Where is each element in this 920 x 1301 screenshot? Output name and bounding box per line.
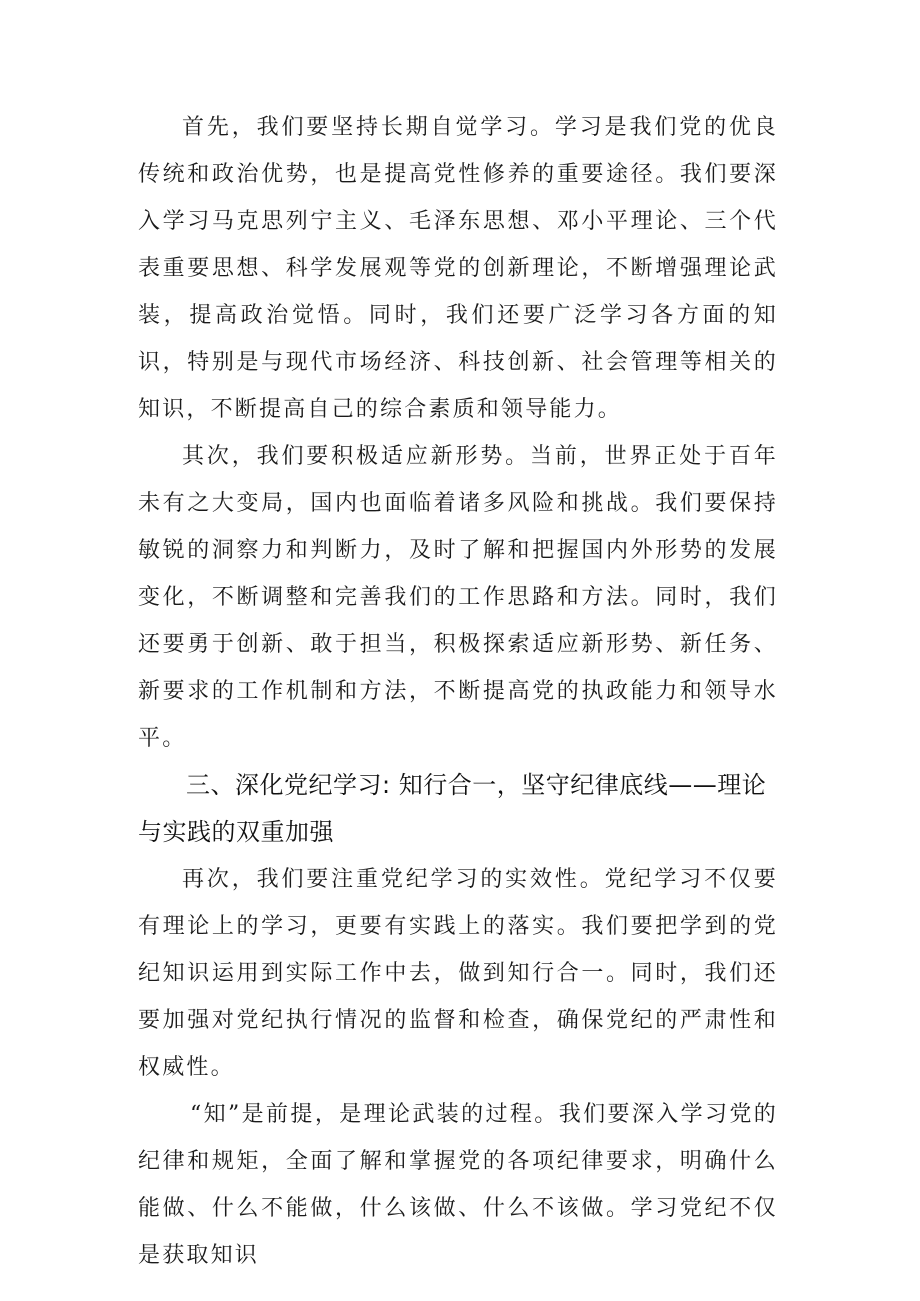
section-heading-three: 三、深化党纪学习: 知行合一，坚守纪律底线——理论与实践的双重加强 [138,771,767,846]
paragraph-knowing: “知”是前提，是理论武装的过程。我们要深入学习党的纪律和规矩，全面了解和掌握党的各项纪律要求，明确什么能做、什么不能做，什么该做、什么不该做。学习党纪不仅是获取知识 [138,1102,778,1268]
paragraph-new-situation: 其次，我们要积极适应新形势。当前，世界正处于百年未有之大变局，国内也面临着诸多风险和挑战。我们要保持敏锐的洞察力和判断力，及时了解和把握国内外形势的发展变化，不断调整和完善我们的工作思路和方法。同时，我们还要勇于创新、敢于担当，积极探索适应新形势、新任务、新要求的工作机制和方法，不断提高党的执政能力和领导水平。 [138,444,778,751]
paragraph-discipline-effectiveness: 再次，我们要注重党纪学习的实效性。党纪学习不仅要有理论上的学习，更要有实践上的落实。我们要把学到的党纪知识运用到实际工作中去，做到知行合一。同时，我们还要加强对党纪执行情况的监督和检查，确保党纪的严肃性和权威性。 [138,867,778,1080]
paragraph-study: 首先，我们要坚持长期自觉学习。学习是我们党的优良传统和政治优势，也是提高党性修养的重要途径。我们要深入学习马克思列宁主义、毛泽东思想、邓小平理论、三个代表重要思想、科学发展观等党的创新理论，不断增强理论武装，提高政治觉悟。同时，我们还要广泛学习各方面的知识，特别是与现代市场经济、科技创新、社会管理等相关的知识，不断提高自己的综合素质和领导能力。 [138,115,778,422]
document-body [138,104,778,1279]
